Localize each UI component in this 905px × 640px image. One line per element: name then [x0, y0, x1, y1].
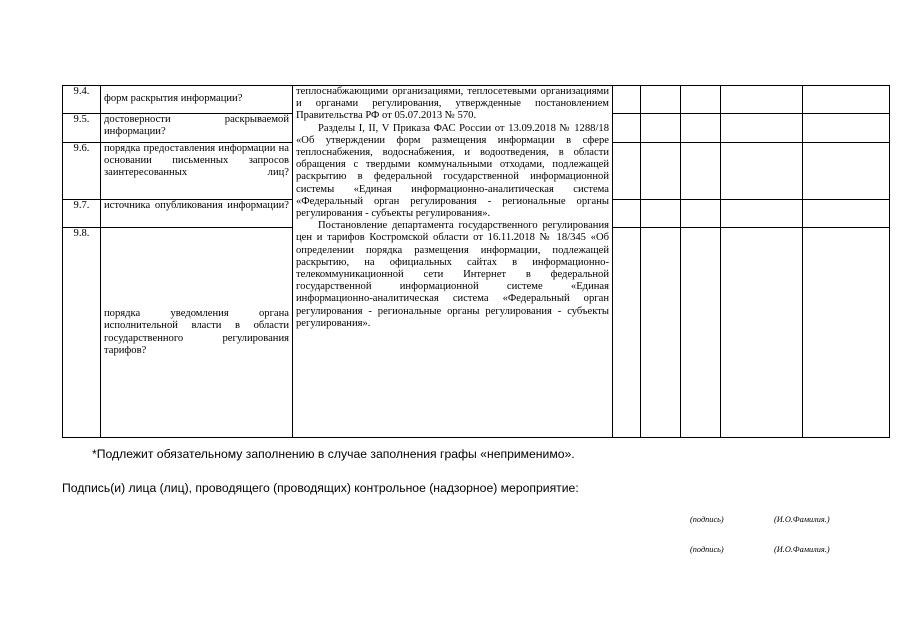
answer-cell-extra[interactable]	[721, 114, 803, 143]
row-number: 9.7.	[63, 200, 101, 228]
answer-cell-extra[interactable]	[721, 143, 803, 200]
answer-cell-note[interactable]	[803, 114, 890, 143]
basis-paragraph: Разделы I, II, V Приказа ФАС России от 13.09.2018 № 1288/18 «Об утверждении форм размещения информации в сфере теплоснабжения, водоснабжения, и водоотведения, в области обращения с твердыми коммунальными отходами, подлежащей раскрытию в федеральной государственной информационной системы «Единая информационно-аналитическая система «Федеральный орган регулирования - региональные органы регулирования - субъекты регулирования».	[296, 122, 609, 220]
answer-cell-note[interactable]	[803, 143, 890, 200]
signature-placeholder: (подпись)	[690, 545, 724, 554]
answer-cell-no[interactable]	[641, 228, 681, 438]
answer-cell-na[interactable]	[681, 200, 721, 228]
footnote: *Подлежит обязательному заполнению в случае заполнения графы «неприменимо».	[92, 447, 575, 461]
table-row	[63, 86, 890, 114]
answer-cell-na[interactable]	[681, 114, 721, 143]
answer-cell-na[interactable]	[681, 86, 721, 114]
row-number: 9.4.	[63, 86, 101, 114]
answer-cell-note[interactable]	[803, 228, 890, 438]
answer-cell-extra[interactable]	[721, 228, 803, 438]
row-number: 9.8.	[63, 228, 101, 438]
basis-paragraph: Постановление департамента государственного регулирования цен и тарифов Костромской области от 16.11.2018 № 18/345 «Об определении порядка размещения информации, подлежащей раскрытию, на официальных сайтах в информационно-телекоммуникационной сети Интернет в федеральной государственной информационной системе «Единая информационно-аналитическая система «Федеральный орган регулирования - региональные органы регулирования - субъекты регулирования».	[296, 220, 609, 329]
name-placeholder: (И.О.Фамилия.)	[774, 545, 830, 554]
signature-placeholder: (подпись)	[690, 515, 724, 524]
answer-cell-extra[interactable]	[721, 86, 803, 114]
answer-cell-yes[interactable]	[613, 228, 641, 438]
answer-cell-no[interactable]	[641, 143, 681, 200]
answer-cell-yes[interactable]	[613, 200, 641, 228]
basis-paragraph: теплоснабжающими организациями, теплосетевыми организациями и органами регулирования, утвержденные постановлением Правительства РФ от 05.07.2013 № 570.	[296, 86, 609, 122]
answer-cell-yes[interactable]	[613, 143, 641, 200]
answer-cell-no[interactable]	[641, 200, 681, 228]
answer-cell-yes[interactable]	[613, 86, 641, 114]
signature-label: Подпись(и) лица (лиц), проводящего (проводящих) контрольное (надзорное) мероприятие:	[62, 481, 579, 495]
question-cell: достоверности раскрываемой информации?	[101, 114, 293, 143]
answer-cell-extra[interactable]	[721, 200, 803, 228]
question-cell: форм раскрытия информации?	[101, 86, 293, 114]
answer-cell-note[interactable]	[803, 200, 890, 228]
answer-cell-no[interactable]	[641, 114, 681, 143]
answer-cell-note[interactable]	[803, 86, 890, 114]
question-cell: источника опубликования информации?	[101, 200, 293, 228]
answer-cell-no[interactable]	[641, 86, 681, 114]
row-number: 9.5.	[63, 114, 101, 143]
name-placeholder: (И.О.Фамилия.)	[774, 515, 830, 524]
answer-cell-na[interactable]	[681, 143, 721, 200]
answer-cell-yes[interactable]	[613, 114, 641, 143]
row-number: 9.6.	[63, 143, 101, 200]
question-cell: порядка уведомления органа исполнительной власти в области государственного регулирования тарифов?	[101, 228, 293, 438]
checklist-table	[62, 85, 890, 438]
question-cell: порядка предоставления информации на основании письменных запросов заинтересованных лиц?	[101, 143, 293, 200]
legal-basis-cell	[293, 86, 613, 438]
answer-cell-na[interactable]	[681, 228, 721, 438]
